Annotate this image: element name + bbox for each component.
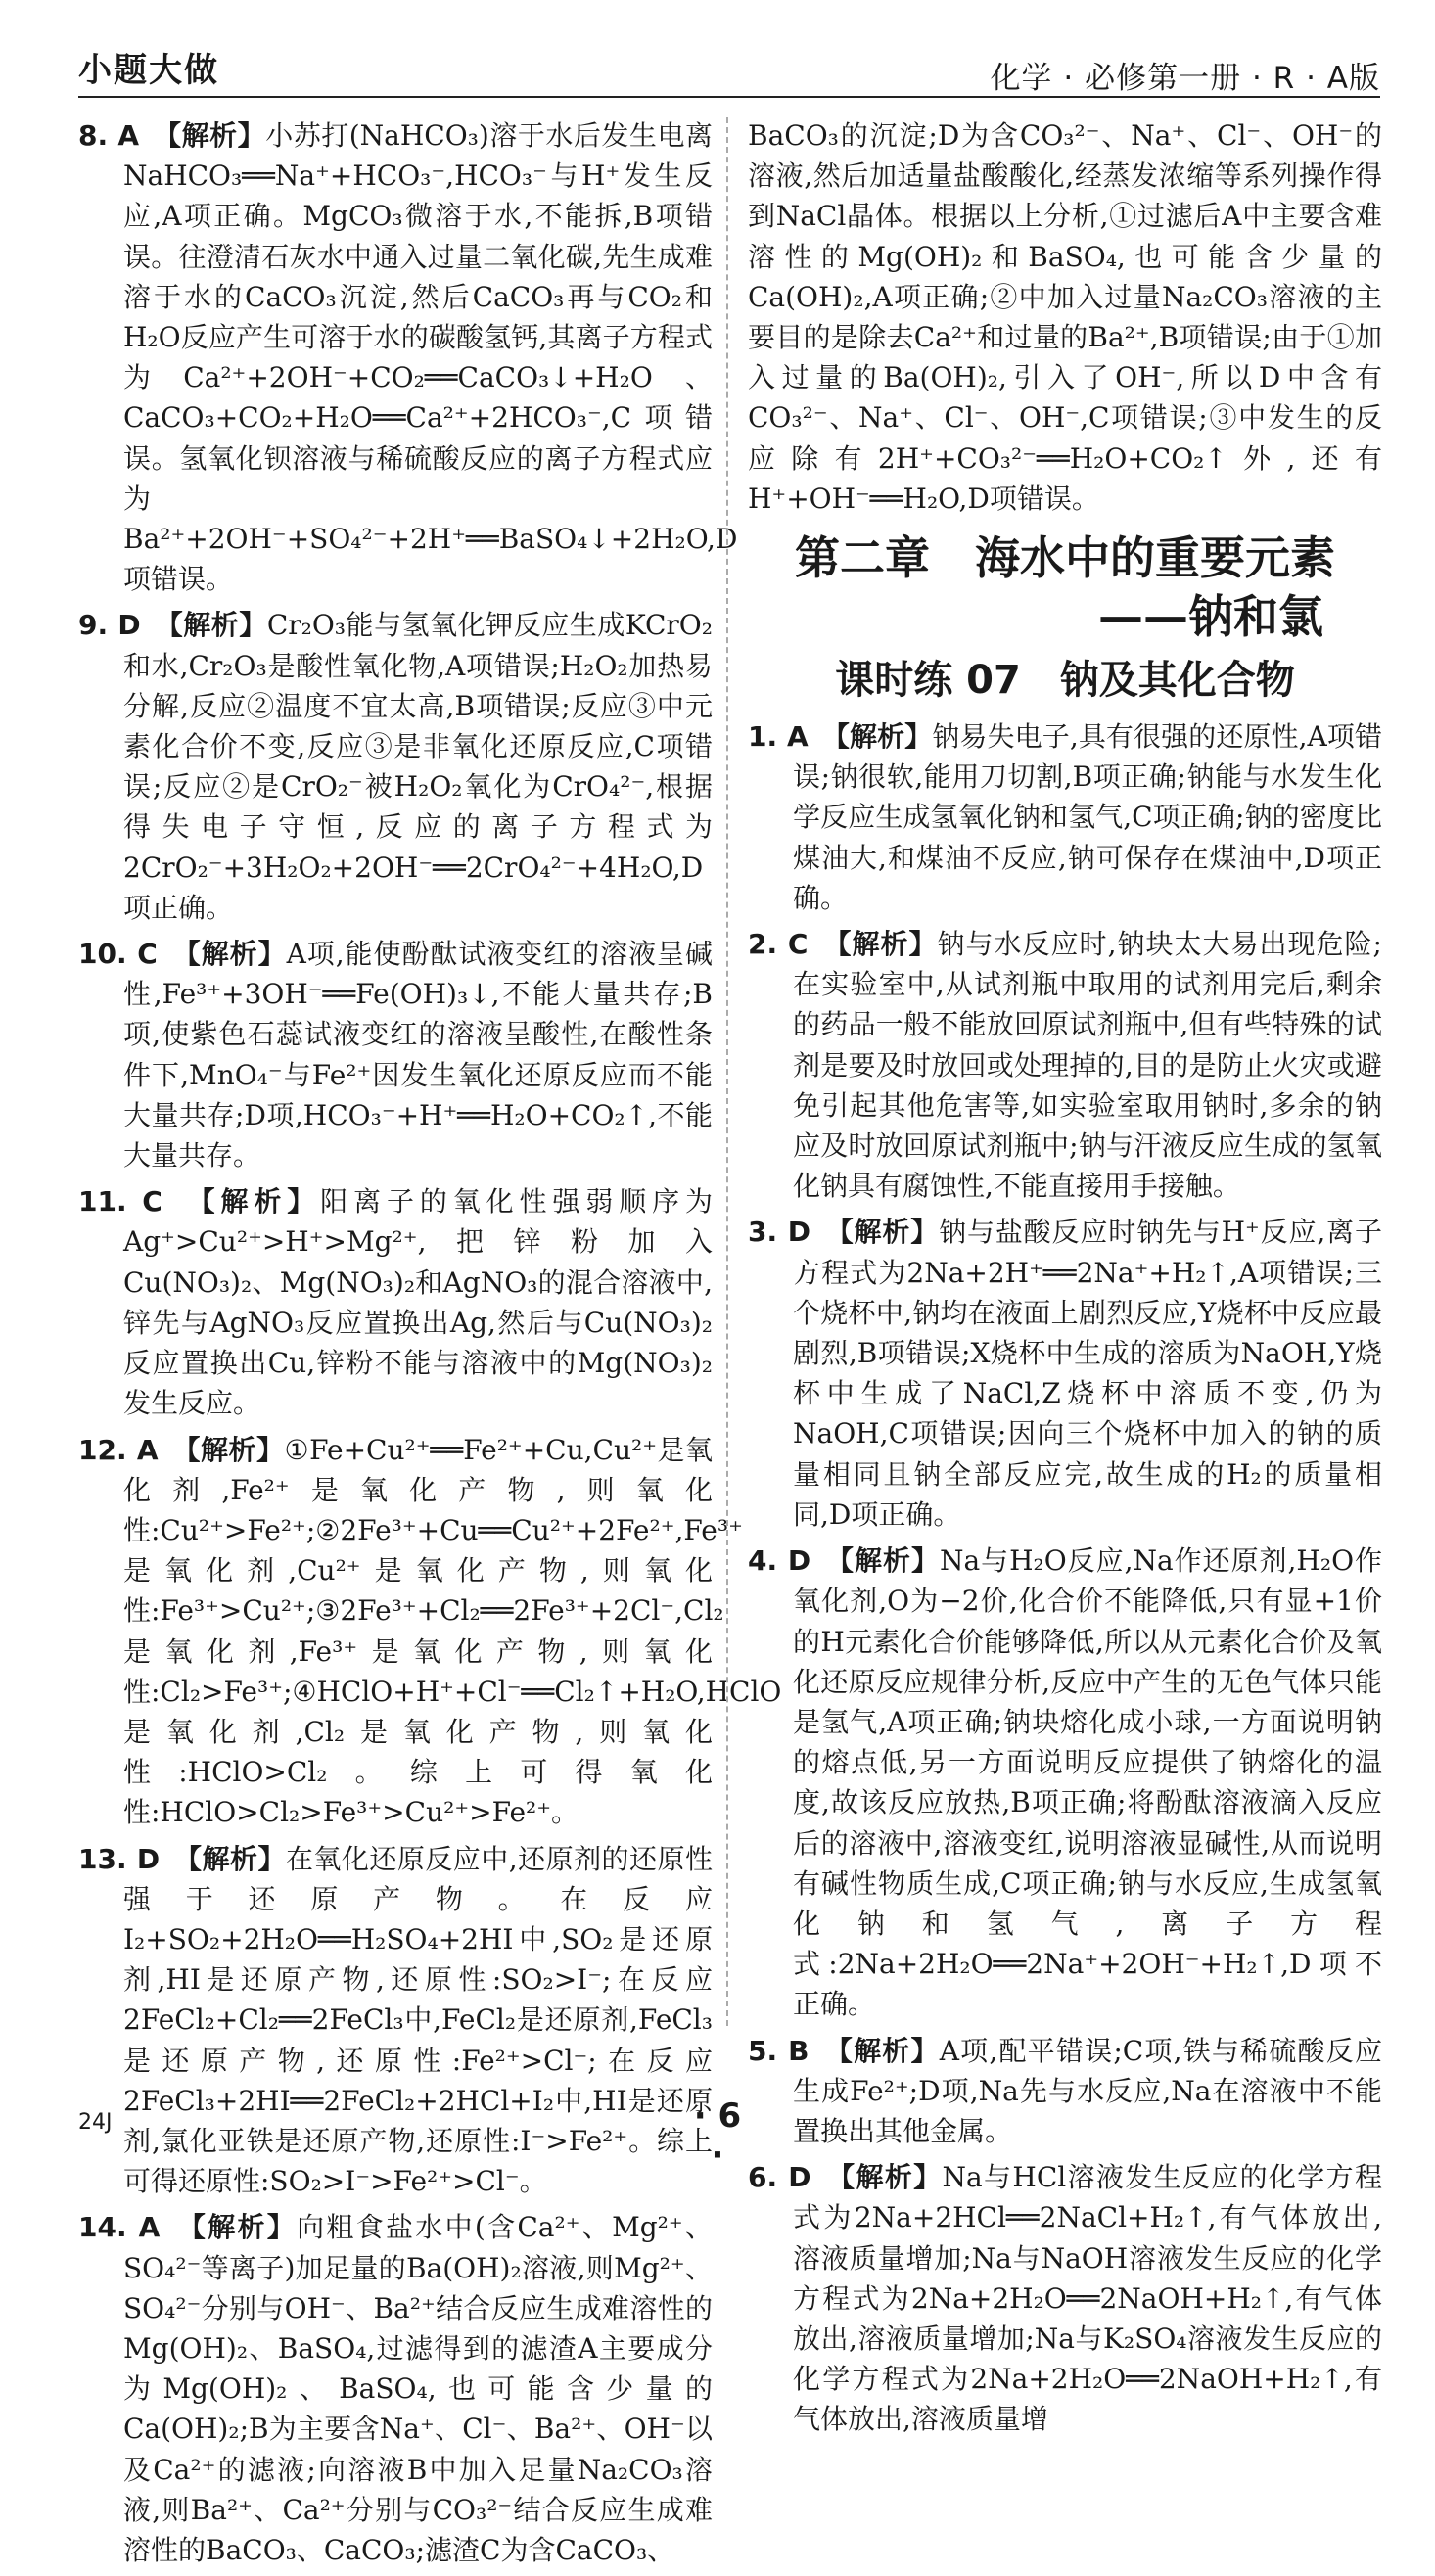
header-rule — [78, 96, 1380, 98]
analysis-tag: 【解析】 — [201, 1185, 321, 1219]
analysis-tag: 【解析】 — [188, 1842, 286, 1875]
answer-item-4 — [748, 1541, 1382, 2024]
analysis-text: 阳离子的氧化性强弱顺序为Ag⁺>Cu²⁺>H⁺>Mg²⁺,把锌粉加入Cu(NO₃)₂、Mg(NO₃)₂和AgNO₃的混合溶液中,锌先与AgNO₃反应置换出Ag,然后与Cu(NO₃)₂反应置换出Cu,锌粉不能与溶液中的Mg(NO₃)₂发生反应。 — [123, 1185, 713, 1420]
analysis-text: 向粗食盐水中(含Ca²⁺、Mg²⁺、SO₄²⁻等离子)加足量的Ba(OH)₂溶液,则Mg²⁺、SO₄²⁻分别与OH⁻、Ba²⁺结合反应生成难溶性的Mg(OH)₂、BaSO₄,过滤得到的滤渣A主要成分为Mg(OH)₂、BaSO₄,也可能含少量的Ca(OH)₂;B为主要含Na⁺、Cl⁻、Ba²⁺、OH⁻以及Ca²⁺的滤液;向溶液B中加入足量Na₂CO₃溶液,则Ba²⁺、Ca²⁺分别与CO₃²⁻结合反应生成难溶性的BaCO₃、CaCO₃;滤渣C为含CaCO₃、 — [123, 2211, 713, 2566]
answer-item-8 — [78, 115, 738, 599]
analysis-text: Cr₂O₃能与氢氧化钾反应生成KCrO₂和水,Cr₂O₃是酸性氧化物,A项错误;H₂O₂加热易分解,反应②温度不宜太高,B项错误;反应③中元素化合价不变,反应③是非氧化还原反应,C项错误;反应②是CrO₂⁻被H₂O₂氧化为CrO₄²⁻,根据得失电子守恒,反应的离子方程式为2CrO₂⁻+3H₂O₂+2OH⁻══2CrO₄²⁻+4H₂O,D项正确。 — [123, 609, 713, 924]
lesson-title: 课时练 07 钠及其化合物 — [835, 658, 1295, 704]
question-number: 2. C — [748, 928, 809, 961]
analysis-tag: 【解析】 — [186, 938, 287, 971]
analysis-text: ①Fe+Cu²⁺══Fe²⁺+Cu,Cu²⁺是氧化剂,Fe²⁺是氧化产物,则氧化性:Cu²⁺>Fe²⁺;②2Fe³⁺+Cu══Cu²⁺+2Fe²⁺,Fe³⁺是氧化剂,Cu²⁺是氧化产物,则氧化性:Fe³⁺>Cu²⁺;③2Fe³⁺+Cl₂══2Fe³⁺+2Cl⁻,Cl₂是氧化剂,Fe³⁺是氧化产物,则氧化性:Cl₂>Fe³⁺;④HClO+H⁺+Cl⁻══Cl₂↑+H₂O,HClO是氧化剂,Cl₂是氧化产物,则氧化性:HClO>Cl₂。综上可得氧化性:HClO>Cl₂>Fe³⁺>Cu²⁺>Fe²⁺。 — [123, 1433, 782, 1829]
question-number: 13. D — [78, 1842, 161, 1875]
question-number: 1. A — [748, 720, 809, 754]
chapter-subtitle: ——钠和氯 — [1098, 590, 1323, 644]
print-code: 24J — [78, 2110, 113, 2135]
chapter-title: 第二章 海水中的重要元素 — [795, 531, 1335, 585]
right-column — [748, 115, 1382, 2446]
book-series-title: 小题大做 — [78, 51, 219, 90]
analysis-tag: 【解析】 — [191, 2211, 298, 2244]
answer-item-10 — [78, 934, 713, 1175]
answer-item-13 — [78, 1839, 713, 2202]
answer-item-3 — [748, 1212, 1382, 1535]
analysis-text: 小苏打(NaHCO₃)溶于水后发生电离NaHCO₃══Na⁺+HCO₃⁻,HCO₃⁻与H⁺发生反应,A项正确。MgCO₃微溶于水,不能拆,B项错误。往澄清石灰水中通入过量二氧化碳,先生成难溶于水的CaCO₃沉淀,然后CaCO₃再与CO₂和H₂O反应产生可溶于水的碳酸氢钙,其离子方程式为Ca²⁺+2OH⁻+CO₂══CaCO₃↓+H₂O、CaCO₃+CO₂+H₂O══Ca²⁺+2HCO₃⁻,C项错误。氢氧化钡溶液与稀硫酸反应的离子方程式应为Ba²⁺+2OH⁻+SO₄²⁻+2H⁺══BaSO₄↓+2H₂O,D项错误。 — [123, 119, 738, 596]
answer-item-11 — [78, 1181, 713, 1423]
question-number: 12. A — [78, 1433, 159, 1466]
question-number: 9. D — [78, 609, 141, 642]
analysis-tag: 【解析】 — [840, 1544, 940, 1578]
analysis-text: 钠与盐酸反应时钠先与H⁺反应,离子方程式为2Na+2H⁺══2Na⁺+H₂↑,A项错误;三个烧杯中,钠均在液面上剧烈反应,Y烧杯中反应最剧烈,B项错误;X烧杯中生成的溶质为NaOH,Y烧杯中生成了NaCl,Z烧杯中溶质不变,仍为NaOH,C项错误;因向三个烧杯中加入的钠的质量相同且钠全部反应完,故生成的H₂的质量相同,D项正确。 — [793, 1216, 1382, 1531]
page-header — [78, 0, 1380, 98]
analysis-text: Na与H₂O反应,Na作还原剂,H₂O作氧化剂,O为−2价,化合价不能降低,只有显+1价的H元素化合价能够降低,所以从元素化合价及氧化还原反应规律分析,反应中产生的无色气体只能是氢气,A项正确;钠块熔化成小球,一方面说明钠的熔点低,另一方面说明反应提供了钠熔化的温度,故该反应放热,B项正确;将酚酞溶液滴入反应后的溶液中,溶液变红,说明溶液显碱性,从而说明有碱性物质生成,C项正确;钠与水反应,生成氢氧化钠和氢气,离子方程式:2Na+2H₂O══2Na⁺+2OH⁻+H₂↑,D项不正确。 — [793, 1544, 1382, 2021]
analysis-tag: 【解析】 — [168, 609, 267, 642]
question-number: 3. D — [748, 1216, 810, 1249]
question-number: 6. D — [748, 2161, 811, 2194]
answer-14-continuation: BaCO₃的沉淀;D为含CO₃²⁻、Na⁺、Cl⁻、OH⁻的溶液,然后加适量盐酸酸化,经蒸发浓缩等系列操作得到NaCl晶体。根据以上分析,①过滤后A中主要含难溶性的Mg(OH)₂和BaSO₄,也可能含少量的Ca(OH)₂,A项正确;②中加入过量Na₂CO₃溶液的主要目的是除去Ca²⁺和过量的Ba²⁺,B项错误;由于①加入过量的Ba(OH)₂,引入了OH⁻,所以D中含有CO₃²⁻、Na⁺、Cl⁻、OH⁻,C项错误;③中发生的反应除有2H⁺+CO₃²⁻══H₂O+CO₂↑外,还有H⁺+OH⁻══H₂O,D项错误。 — [748, 119, 1382, 515]
analysis-tag: 【解析】 — [167, 119, 266, 152]
answer-item-5 — [748, 2031, 1382, 2152]
analysis-tag: 【解析】 — [839, 1216, 940, 1249]
question-number: 5. B — [748, 2034, 810, 2067]
page-number: · 6 · — [693, 2096, 742, 2175]
answer-item-9 — [78, 605, 713, 928]
analysis-tag: 【解析】 — [835, 720, 933, 754]
analysis-tag: 【解析】 — [837, 928, 938, 961]
answer-item-6 — [748, 2157, 1382, 2439]
question-number: 14. A — [78, 2211, 161, 2244]
subject-edition: 化学 · 必修第一册 · R · A版 — [990, 61, 1380, 96]
question-number: 8. A — [78, 119, 140, 152]
analysis-text: 钠易失电子,具有很强的还原性,A项错误;钠很软,能用刀切割,B项正确;钠能与水发生化学反应生成氢氧化钠和氢气,C项正确;钠的密度比煤油大,和煤油不反应,钠可保存在煤油中,D项正确。 — [793, 720, 1382, 914]
answer-item-14 — [78, 2207, 713, 2570]
column-divider — [726, 117, 728, 2026]
analysis-text: Na与HCl溶液发生反应的化学方程式为2Na+2HCl══2NaCl+H₂↑,有气体放出,溶液质量增加;Na与NaOH溶液发生反应的化学方程式为2Na+2H₂O══2NaOH+H₂↑,有气体放出,溶液质量增加;Na与K₂SO₄溶液发生反应的化学方程式为2Na+2H₂O══2NaOH+H₂↑,有气体放出,溶液质量增 — [793, 2161, 1382, 2436]
analysis-tag: 【解析】 — [841, 2161, 943, 2194]
question-number: 11. C — [78, 1185, 162, 1219]
analysis-tag: 【解析】 — [186, 1433, 285, 1466]
analysis-text: 在氧化还原反应中,还原剂的还原性强于还原产物。在反应I₂+SO₂+2H₂O══H₂SO₄+2HI中,SO₂是还原剂,HI是还原产物,还原性:SO₂>I⁻;在反应2FeCl₂+Cl₂══2FeCl₃中,FeCl₂是还原剂,FeCl₃是还原产物,还原性:Fe²⁺>Cl⁻;在反应2FeCl₃+2HI══2FeCl₂+2HCl+I₂中,HI是还原剂,氯化亚铁是还原产物,还原性:I⁻>Fe²⁺。综上可得还原性:SO₂>I⁻>Fe²⁺>Cl⁻。 — [123, 1842, 713, 2198]
question-number: 10. C — [78, 938, 158, 971]
analysis-text: 钠与水反应时,钠块太大易出现危险;在实验室中,从试剂瓶中取用的试剂用完后,剩余的药品一般不能放回原试剂瓶中,但有些特殊的试剂是要及时放回或处理掉的,目的是防止火灾或避免引起其他危害等,如实验室取用钠时,多余的钠应及时放回原试剂瓶中;钠与汗液反应生成的氢氧化钠具有腐蚀性,不能直接用手接触。 — [793, 928, 1382, 1203]
question-number: 4. D — [748, 1544, 811, 1578]
analysis-text: A项,配平错误;C项,铁与稀硫酸反应生成Fe²⁺;D项,Na先与水反应,Na在溶液中不能置换出其他金属。 — [793, 2034, 1382, 2147]
answer-item-2 — [748, 924, 1382, 1206]
analysis-text: A项,能使酚酞试液变红的溶液呈碱性,Fe³⁺+3OH⁻══Fe(OH)₃↓,不能大量共存;B项,使紫色石蕊试液变红的溶液呈酸性,在酸性条件下,MnO₄⁻与Fe²⁺因发生氧化还原反应而不能大量共存;D项,HCO₃⁻+H⁺══H₂O+CO₂↑,不能大量共存。 — [123, 938, 713, 1173]
answer-item-1 — [748, 716, 1382, 918]
analysis-tag: 【解析】 — [838, 2034, 940, 2067]
